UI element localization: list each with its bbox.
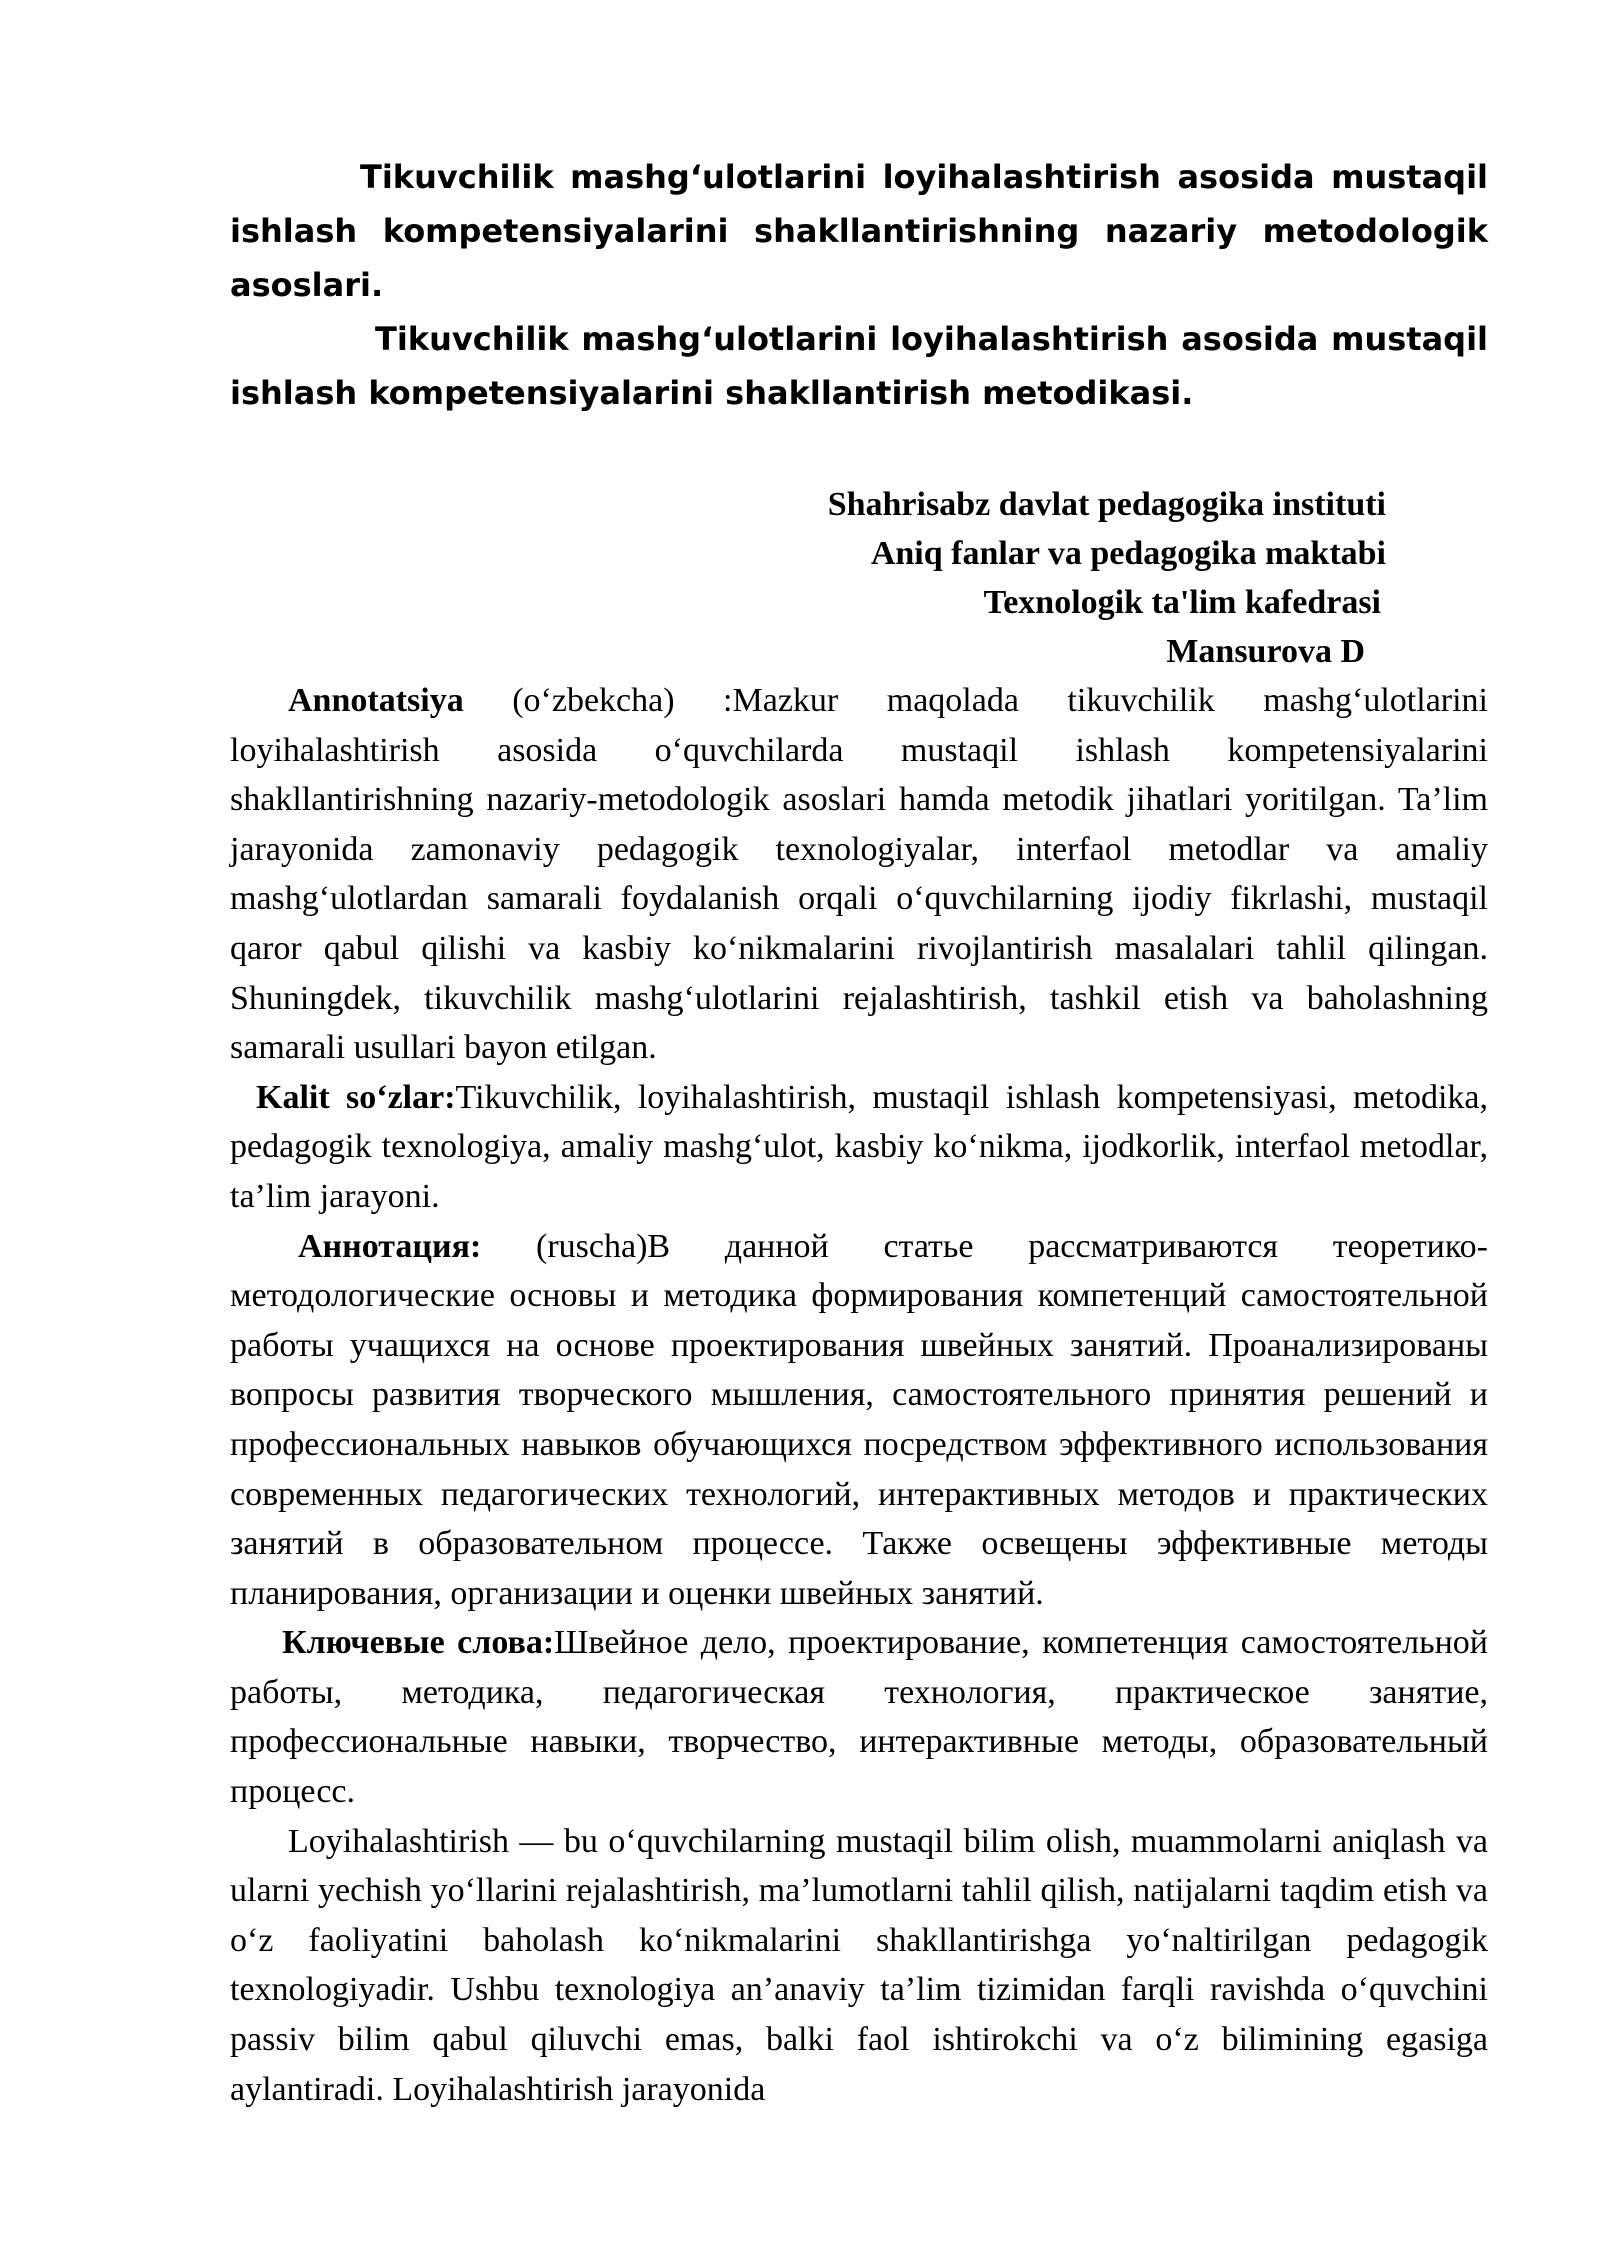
article-body (230, 676, 1488, 2114)
annotation-ru-text: (ruscha)В данной статье рассматриваются теоретико-методологические основы и методика формирования компетенций самостоятельной работы учащихся на основе проектирования швейных занятий. Проанализированы вопросы развития творческого мышления, самостоятельного принятия решений и профессиональных навыков обучающихся посредством эффективного использования современных педагогических технологий, интерактивных методов и практических занятий в образовательном процессе. Также освещены эффективные методы планирования, организации и оценки швейных занятий. (230, 1227, 1488, 1612)
keywords-uz-label: Kalit soʻzlar: (256, 1078, 456, 1116)
annotation-ru-label: Аннотация: (298, 1227, 482, 1265)
author-name: Mansurova D (1166, 633, 1365, 670)
document-page (230, 150, 1488, 2114)
title-block (230, 150, 1488, 420)
affiliation-block (230, 480, 1488, 676)
institute-name: Shahrisabz davlat pedagogika instituti (827, 486, 1386, 523)
keywords-uz-text: Tikuvchilik, loyihalashtirish, mustaqil ishlash kompetensiyasi, metodika, pedagogik texnologiya, amaliy mashgʻulot, kasbiy koʻnikma, ijodkorlik, interfaol metodlar, ta’lim jarayoni. (230, 1078, 1488, 1215)
title-line-2: Tikuvchilik mashgʻulotlarini loyihalashtirish asosida mustaqil ishlash kompetensiyalarini shakllantirish metodikasi. (230, 320, 1488, 412)
annotation-ru (230, 1222, 1488, 1619)
main-paragraph: Loyihalashtirish — bu oʻquvchilarning mustaqil bilim olish, muammolarni aniqlash va ularni yechish yoʻllarini rejalashtirish, ma’lumotlarni tahlil qilish, natijalarni taqdim etish va oʻz faoliyatini baholash koʻnikmalarini shakllantirishga yoʻnaltirilgan pedagogik texnologiyadir. Ushbu texnologiya an’anaviy ta’lim tizimidan farqli ravishda oʻquvchini passiv bilim qabul qiluvchi emas, balki faol ishtirokchi va oʻz bilimining egasiga aylantiradi. Loyihalashtirish jarayonida (230, 1822, 1488, 2108)
department-name: Texnologik ta'lim kafedrasi (983, 584, 1381, 621)
school-name: Aniq fanlar va pedagogika maktabi (870, 535, 1386, 572)
annotation-uz (230, 676, 1488, 1073)
keywords-ru-label: Ключевые слова: (282, 1624, 555, 1662)
annotation-uz-text: (oʻzbekcha) :Mazkur maqolada tikuvchilik mashgʻulotlarini loyihalashtirish asosida oʻquvchilarda mustaqil ishlash kompetensiyalarini shakllantirishning nazariy-metodologik asoslari hamda metodik jihatlari yoritilgan. Ta’lim jarayonida zamonaviy pedagogik texnologiyalar, interfaol metodlar va amaliy mashgʻulotlardan samarali foydalanish orqali oʻquvchilarning ijodiy fikrlashi, mustaqil qaror qabul qilishi va kasbiy koʻnikmalarini rivojlantirish masalalari tahlil qilingan. Shuningdek, tikuvchilik mashgʻulotlarini rejalashtirish, tashkil etish va baholashning samarali usullari bayon etilgan. (230, 682, 1488, 1067)
keywords-uz (230, 1073, 1488, 1222)
keywords-ru (230, 1618, 1488, 1816)
annotation-uz-label: Annotatsiya (288, 682, 464, 719)
keywords-ru-text: Швейное дело, проектирование, компетенция самостоятельной работы, методика, педагогическая технология, практическое занятие, профессиональные навыки, творчество, интерактивные методы, образовательный процесс. (230, 1624, 1488, 1811)
title-line-1: Tikuvchilik mashgʻulotlarini loyihalashtirish asosida mustaqil ishlash kompetensiyalarini shakllantirishning nazariy metodologik asoslari. (230, 158, 1488, 304)
